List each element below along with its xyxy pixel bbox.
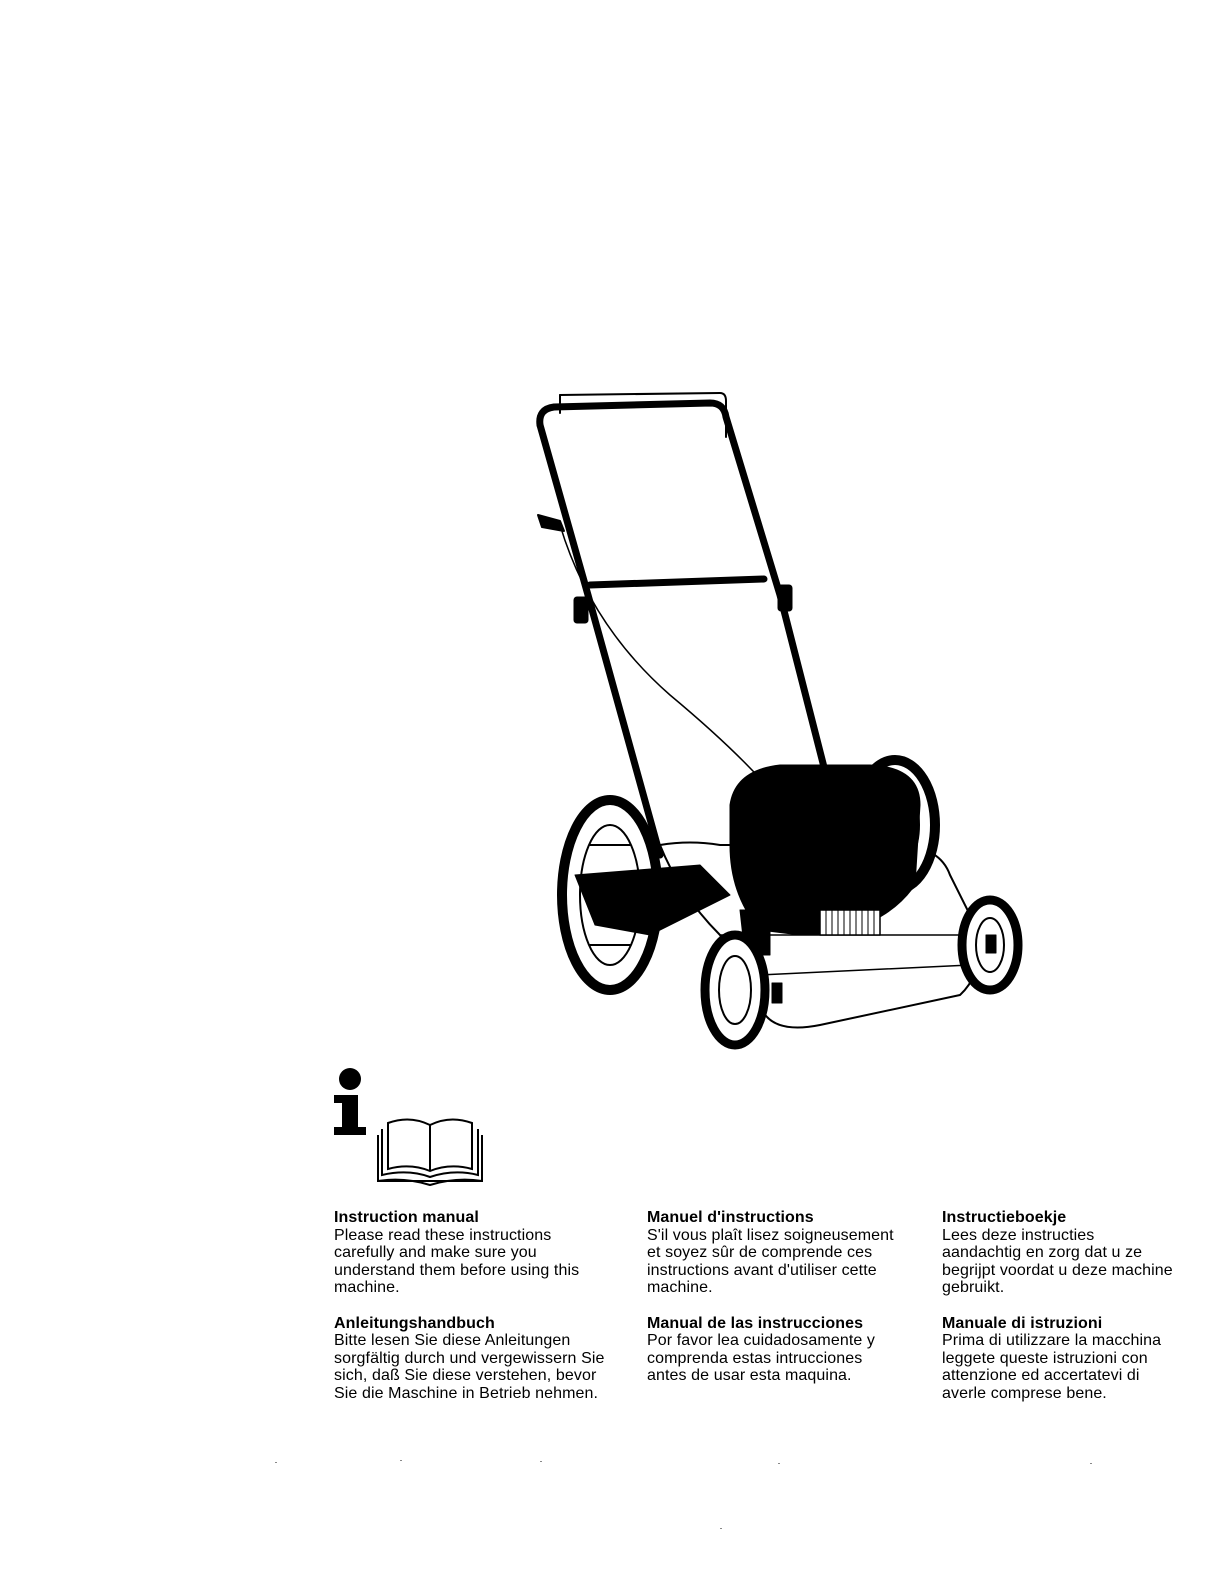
section-body: Please read these instructions carefully and make sure you understand them before using this machine. xyxy=(334,1226,580,1296)
section-body: S'il vous plaît lisez soigneusement et soyez sûr de comprende ces instructions avant d'utiliser cette machine. xyxy=(647,1226,894,1296)
section-english xyxy=(334,1209,634,1297)
scan-speck xyxy=(720,1528,722,1529)
section-body: Bitte lesen Sie diese Anleitungen sorgfältig durch und vergewissern Sie sich, daß Sie diese verstehen, bevor Sie die Maschine in Betrieb nehmen. xyxy=(334,1332,605,1402)
scan-speck xyxy=(275,1462,277,1463)
text-column-1 xyxy=(334,1209,634,1420)
section-title: Anleitungshandbuch xyxy=(334,1314,495,1332)
section-body: Lees deze instructies aandachtig en zorg dat u ze begrijpt voordat u deze machine gebruikt. xyxy=(942,1226,1173,1296)
lawn-mower-illustration xyxy=(520,375,1040,1060)
scan-speck xyxy=(400,1460,402,1461)
section-title: Instruction manual xyxy=(334,1209,479,1226)
section-italian xyxy=(942,1315,1202,1403)
section-spanish xyxy=(647,1315,932,1385)
text-column-2 xyxy=(647,1209,932,1403)
text-column-3 xyxy=(942,1209,1202,1420)
section-body: Prima di utilizzare la macchina leggete queste istruzioni con attenzione ed accertatevi di averle comprese bene. xyxy=(942,1332,1162,1402)
section-dutch xyxy=(942,1209,1202,1297)
section-title: Instructieboekje xyxy=(942,1209,1067,1226)
scan-speck xyxy=(1090,1463,1092,1464)
scan-speck xyxy=(540,1461,542,1462)
section-german xyxy=(334,1315,634,1403)
section-title: Manuel d'instructions xyxy=(647,1209,814,1226)
section-french xyxy=(647,1209,932,1297)
section-body: Por favor lea cuidadosamente y comprenda estas intrucciones antes de usar esta maquina. xyxy=(647,1332,876,1384)
section-title: Manuale di istruzioni xyxy=(942,1314,1103,1332)
info-manual-icon xyxy=(330,1065,490,1195)
scan-speck xyxy=(778,1463,780,1464)
section-title: Manual de las instrucciones xyxy=(647,1314,864,1332)
